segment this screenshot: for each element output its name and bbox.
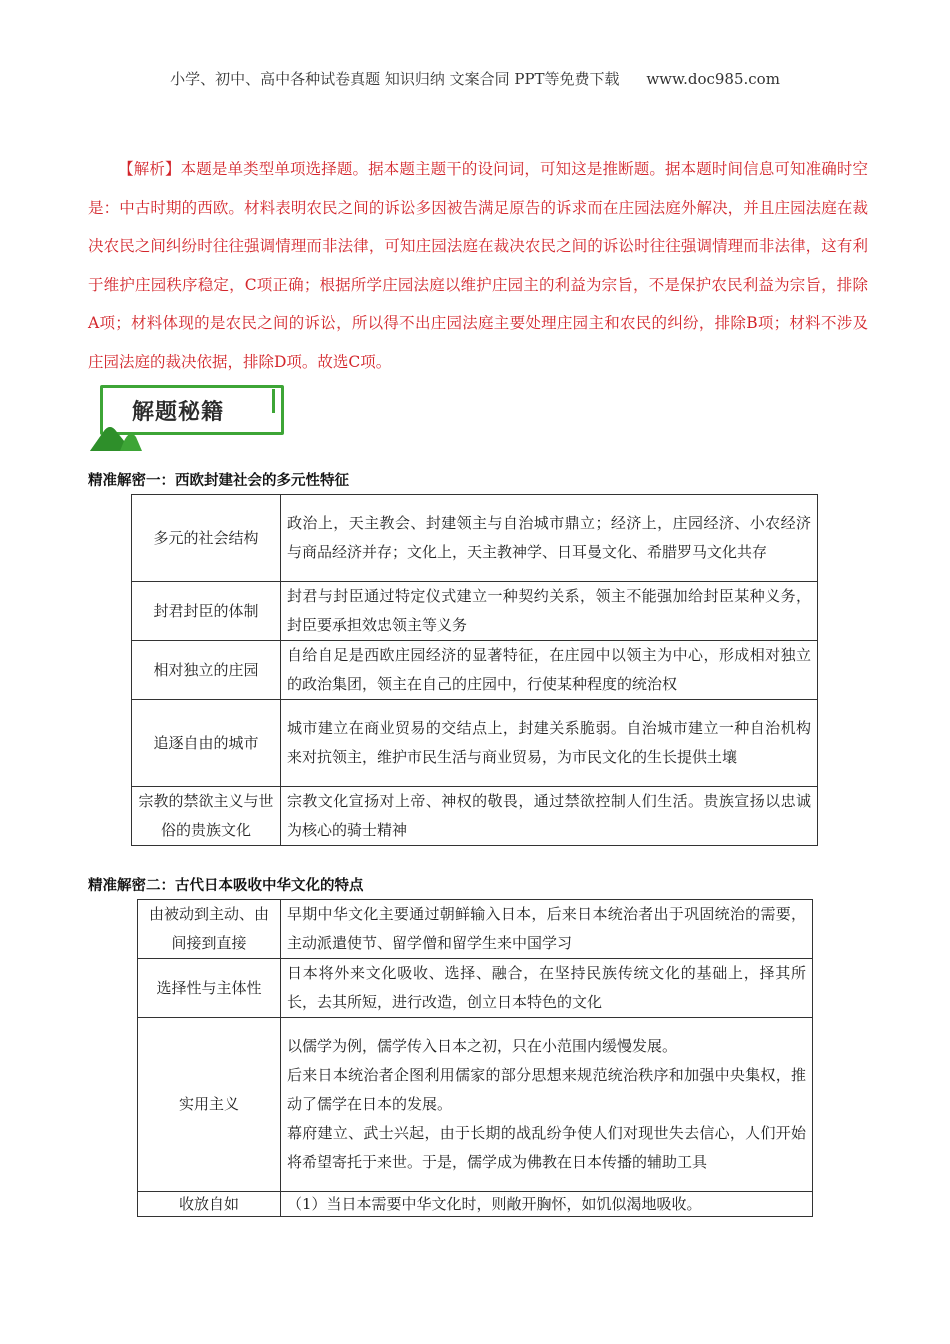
solution-tips-banner	[90, 385, 290, 451]
header-url[interactable]: www.doc985.com	[646, 70, 780, 88]
row-content: 早期中华文化主要通过朝鲜输入日本，后来日本统治者出于巩固统治的需要，主动派遣使节、留学僧和留学生来中国学习	[281, 900, 813, 959]
section1-table	[131, 494, 818, 846]
table-row	[138, 1018, 813, 1192]
banner-title: 解题秘籍	[132, 400, 225, 425]
analysis-text: 【解析】本题是单类型单项选择题。据本题主题干的设问词，可知这是推断题。据本题时间信息可知准确时空是：中古时期的西欧。材料表明农民之间的诉讼多因被告满足原告的诉求而在庄园法庭外解决，并且庄园法庭在裁决农民之间纠纷时往往强调情理而非法律，可知庄园法庭在裁决农民之间的诉讼时往往强调情理而非法律，这有利于维护庄园秩序稳定，C项正确；根据所学庄园法庭以维护庄园主的利益为宗旨，不是保护农民利益为宗旨，排除A项；材料体现的是农民之间的诉讼，所以得不出庄园法庭主要处理庄园主和农民的纠纷，排除B项；材料不涉及庄园法庭的裁决依据，排除D项。故选C项。	[88, 160, 868, 371]
row-content: 自给自足是西欧庄园经济的显著特征，在庄园中以领主为中心，形成相对独立的政治集团，领主在自己的庄园中，行使某种程度的统治权	[281, 641, 818, 700]
table-row	[132, 787, 818, 846]
row-content: 政治上，天主教会、封建领主与自治城市鼎立；经济上，庄园经济、小农经济与商品经济并存；文化上，天主教神学、日耳曼文化、希腊罗马文化共存	[281, 495, 818, 582]
row-label: 追逐自由的城市	[132, 700, 281, 787]
section2-table	[137, 899, 813, 1217]
row-label: 收放自如	[138, 1192, 281, 1217]
content-paragraph: 后来日本统治者企图利用儒家的部分思想来规范统治秩序和加强中央集权，推动了儒学在日本的发展。	[287, 1066, 806, 1113]
row-label: 选择性与主体性	[138, 959, 281, 1018]
row-label: 封君封臣的体制	[132, 582, 281, 641]
table-row	[138, 959, 813, 1018]
row-label: 多元的社会结构	[132, 495, 281, 582]
table-row	[132, 582, 818, 641]
table-row	[132, 641, 818, 700]
analysis-paragraph	[88, 150, 868, 381]
row-label: 实用主义	[138, 1018, 281, 1192]
table-row	[132, 700, 818, 787]
row-content: 城市建立在商业贸易的交结点上，封建关系脆弱。自治城市建立一种自治机构来对抗领主，维护市民生活与商业贸易，为市民文化的生长提供土壤	[281, 700, 818, 787]
row-content: 宗教文化宣扬对上帝、神权的敬畏，通过禁欲控制人们生活。贵族宣扬以忠诚为核心的骑士精神	[281, 787, 818, 846]
content-paragraph: 以儒学为例，儒学传入日本之初，只在小范围内缓慢发展。	[287, 1037, 678, 1055]
row-label: 由被动到主动、由间接到直接	[138, 900, 281, 959]
section2-title: 精准解密二：古代日本吸收中华文化的特点	[88, 878, 364, 894]
banner-accent-mark	[272, 389, 275, 413]
row-content	[281, 1018, 813, 1192]
table-row	[138, 1192, 813, 1217]
row-content: （1）当日本需要中华文化时，则敞开胸怀，如饥似渴地吸收。	[281, 1192, 813, 1217]
content-paragraph: 幕府建立、武士兴起，由于长期的战乱纷争使人们对现世失去信心，人们开始将希望寄托于来世。于是，儒学成为佛教在日本传播的辅助工具	[287, 1124, 806, 1171]
table-row	[132, 495, 818, 582]
section1-title: 精准解密一：西欧封建社会的多元性特征	[88, 473, 349, 489]
page-header	[0, 68, 950, 89]
header-text: 小学、初中、高中各种试卷真题 知识归纳 文案合同 PPT等免费下载	[170, 70, 620, 88]
row-content: 日本将外来文化吸收、选择、融合，在坚持民族传统文化的基础上，择其所长，去其所短，进行改造，创立日本特色的文化	[281, 959, 813, 1018]
row-label: 相对独立的庄园	[132, 641, 281, 700]
row-content: 封君与封臣通过特定仪式建立一种契约关系，领主不能强加给封臣某种义务，封臣要承担效忠领主等义务	[281, 582, 818, 641]
table-row	[138, 900, 813, 959]
row-label: 宗教的禁欲主义与世俗的贵族文化	[132, 787, 281, 846]
